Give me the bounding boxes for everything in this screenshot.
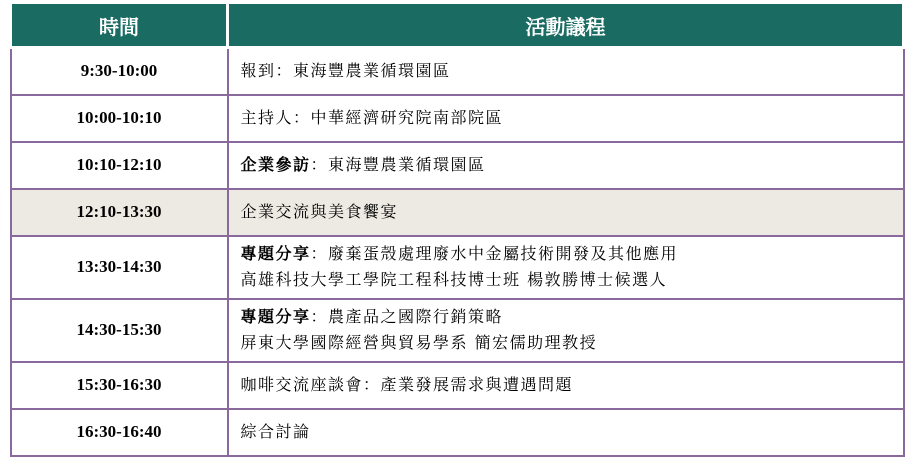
agenda-row [11, 95, 904, 142]
activity-label: 專題分享 [240, 307, 311, 326]
agenda-header [11, 4, 904, 48]
row-time: 15:30-16:30 [11, 362, 228, 409]
header-time: 時間 [11, 4, 228, 48]
row-activity [228, 299, 904, 362]
row-activity [228, 95, 904, 142]
activity-line [241, 199, 903, 225]
activity-text: 咖啡交流座談會：產業發展需求與遭遇問題 [240, 375, 574, 394]
activity-line [241, 58, 903, 84]
activity-text: ：東海豐農業循環園區 [310, 155, 486, 174]
row-time: 12:10-13:30 [11, 189, 228, 236]
activity-line [241, 304, 903, 330]
row-activity [228, 236, 904, 299]
agenda-row [11, 189, 904, 236]
activity-line [241, 152, 903, 178]
activity-text: 企業交流與美食饗宴 [240, 202, 399, 221]
row-activity [228, 189, 904, 236]
agenda-row [11, 362, 904, 409]
activity-text: ：廢棄蛋殼處理廢水中金屬技術開發及其他應用 [310, 244, 679, 263]
row-activity [228, 362, 904, 409]
speaker-line: 屏東大學國際經營與貿易學系 簡宏儒助理教授 [240, 333, 598, 352]
activity-text: 報到：東海豐農業循環園區 [240, 61, 451, 81]
row-activity [228, 142, 904, 189]
row-time: 10:10-12:10 [11, 142, 228, 189]
activity-line [241, 372, 903, 398]
activity-line [241, 241, 903, 267]
activity-text: 主持人：中華經濟研究院南部院區 [240, 108, 504, 127]
agenda-row [11, 409, 904, 456]
agenda-row [11, 236, 904, 299]
agenda-row [11, 299, 904, 362]
header-activity: 活動議程 [228, 4, 904, 48]
agenda-row [11, 48, 904, 95]
agenda-body [11, 48, 904, 456]
agenda-table [9, 4, 905, 457]
row-time: 13:30-14:30 [11, 236, 228, 299]
activity-text: ：農產品之國際行銷策略 [310, 307, 504, 326]
agenda-row [11, 142, 904, 189]
header-row [11, 4, 904, 48]
row-activity [228, 48, 904, 95]
activity-line [241, 419, 903, 445]
activity-text: 綜合討論 [240, 422, 311, 441]
activity-line [241, 105, 903, 131]
speaker-line: 高雄科技大學工學院工程科技博士班 楊敦勝博士候選人 [240, 270, 668, 289]
row-time: 10:00-10:10 [11, 95, 228, 142]
row-time: 9:30-10:00 [11, 48, 228, 95]
activity-label: 專題分享 [240, 244, 311, 263]
row-activity [228, 409, 904, 456]
row-time: 14:30-15:30 [11, 299, 228, 362]
activity-label: 企業參訪 [240, 155, 311, 174]
row-time: 16:30-16:40 [11, 409, 228, 456]
